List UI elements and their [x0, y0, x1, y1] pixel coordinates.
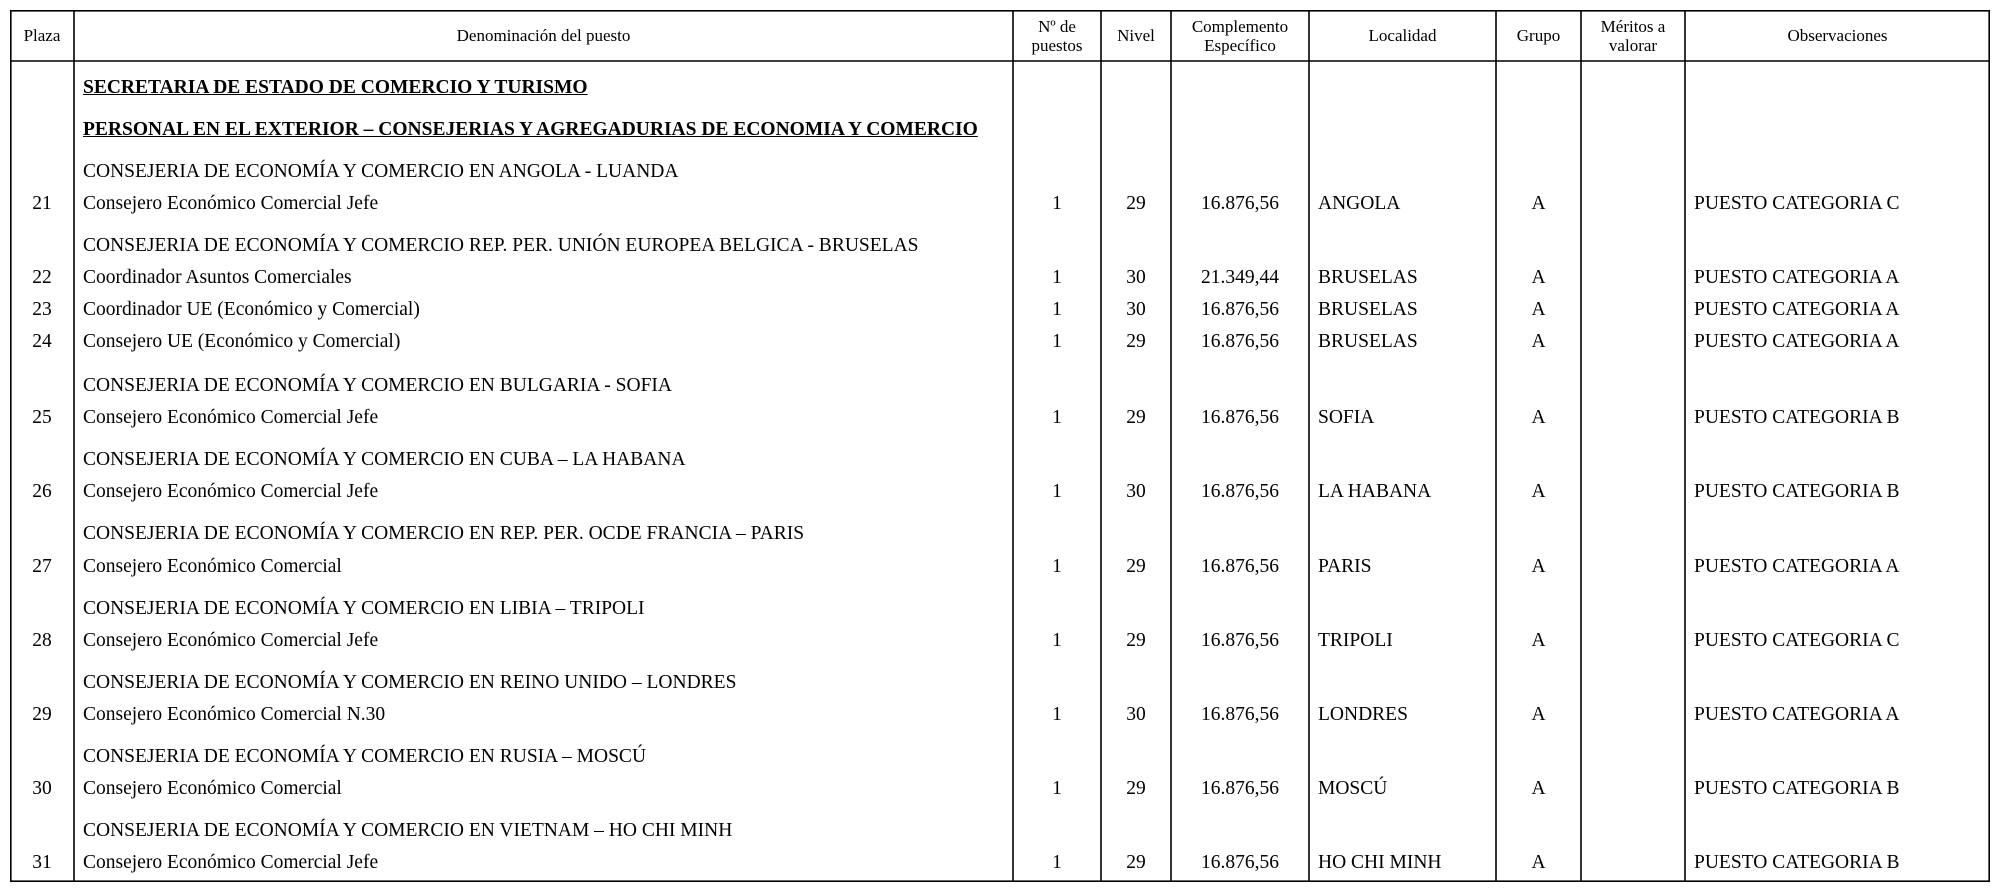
cell-complemento: 16.876,56	[1201, 331, 1279, 352]
unit-heading: CONSEJERIA DE ECONOMÍA Y COMERCIO EN CUBA – LA HABANA	[83, 449, 686, 470]
cell-puestos: 1	[1052, 299, 1062, 320]
cell-puestos: 1	[1052, 331, 1062, 352]
cell-puestos: 1	[1052, 556, 1062, 577]
cell-observaciones: PUESTO CATEGORIA A	[1694, 267, 1900, 288]
cell-denominacion: Consejero Económico Comercial Jefe	[83, 193, 379, 214]
cell-nivel: 29	[1126, 331, 1146, 352]
cell-nivel: 30	[1126, 481, 1146, 502]
cell-grupo: A	[1531, 852, 1546, 873]
cell-observaciones: PUESTO CATEGORIA A	[1694, 556, 1900, 577]
cell-grupo: A	[1531, 331, 1546, 352]
cell-localidad: BRUSELAS	[1318, 299, 1418, 320]
cell-plaza: 22	[32, 267, 52, 288]
cell-grupo: A	[1531, 407, 1546, 428]
section-heading: SECRETARIA DE ESTADO DE COMERCIO Y TURISMO	[83, 77, 588, 98]
cell-denominacion: Coordinador Asuntos Comerciales	[83, 267, 352, 288]
cell-plaza: 27	[32, 556, 52, 577]
cell-plaza: 24	[32, 331, 52, 352]
cell-localidad: ANGOLA	[1318, 193, 1401, 214]
cell-localidad: BRUSELAS	[1318, 331, 1418, 352]
cell-observaciones: PUESTO CATEGORIA B	[1694, 852, 1900, 873]
cell-complemento: 16.876,56	[1201, 630, 1279, 651]
unit-heading: CONSEJERIA DE ECONOMÍA Y COMERCIO REP. PER. UNIÓN EUROPEA BELGICA - BRUSELAS	[83, 235, 919, 256]
cell-nivel: 29	[1126, 407, 1146, 428]
cell-denominacion: Consejero Económico Comercial Jefe	[83, 481, 379, 502]
cell-plaza: 31	[32, 852, 52, 873]
cell-nivel: 30	[1126, 299, 1146, 320]
cell-puestos: 1	[1052, 630, 1062, 651]
unit-heading: CONSEJERIA DE ECONOMÍA Y COMERCIO EN REP. PER. OCDE FRANCIA – PARIS	[83, 523, 805, 544]
cell-plaza: 26	[32, 481, 52, 502]
unit-heading: CONSEJERIA DE ECONOMÍA Y COMERCIO EN ANGOLA - LUANDA	[83, 161, 679, 182]
cell-complemento: 16.876,56	[1201, 556, 1279, 577]
cell-observaciones: PUESTO CATEGORIA A	[1694, 704, 1900, 725]
cell-observaciones: PUESTO CATEGORIA A	[1694, 331, 1900, 352]
cell-nivel: 29	[1126, 852, 1146, 873]
unit-heading: CONSEJERIA DE ECONOMÍA Y COMERCIO EN REINO UNIDO – LONDRES	[83, 672, 737, 693]
cell-puestos: 1	[1052, 407, 1062, 428]
cell-observaciones: PUESTO CATEGORIA C	[1694, 630, 1900, 651]
cell-plaza: 25	[32, 407, 52, 428]
cell-localidad: BRUSELAS	[1318, 267, 1418, 288]
cell-localidad: TRIPOLI	[1318, 630, 1393, 651]
section-heading: PERSONAL EN EL EXTERIOR – CONSEJERIAS Y AGREGADURIAS DE ECONOMIA Y COMERCIO	[83, 119, 978, 140]
header-grupo: Grupo	[1516, 26, 1561, 45]
cell-complemento: 16.876,56	[1201, 299, 1279, 320]
header-complemento: Complemento Específico	[1191, 16, 1289, 55]
cell-localidad: SOFIA	[1318, 407, 1375, 428]
cell-puestos: 1	[1052, 481, 1062, 502]
cell-grupo: A	[1531, 299, 1546, 320]
cell-puestos: 1	[1052, 193, 1062, 214]
cell-puestos: 1	[1052, 852, 1062, 873]
unit-heading: CONSEJERIA DE ECONOMÍA Y COMERCIO EN BULGARIA - SOFIA	[83, 375, 672, 396]
cell-denominacion: Consejero Económico Comercial Jefe	[83, 630, 379, 651]
unit-heading: CONSEJERIA DE ECONOMÍA Y COMERCIO EN RUSIA – MOSCÚ	[83, 746, 647, 767]
cell-puestos: 1	[1052, 778, 1062, 799]
unit-heading: CONSEJERIA DE ECONOMÍA Y COMERCIO EN VIETNAM – HO CHI MINH	[83, 820, 733, 841]
cell-plaza: 23	[32, 299, 52, 320]
header-denominacion: Denominación del puesto	[456, 26, 631, 45]
cell-observaciones: PUESTO CATEGORIA A	[1694, 299, 1900, 320]
cell-grupo: A	[1531, 556, 1546, 577]
cell-observaciones: PUESTO CATEGORIA B	[1694, 407, 1900, 428]
cell-grupo: A	[1531, 267, 1546, 288]
cell-denominacion: Coordinador UE (Económico y Comercial)	[83, 299, 420, 320]
cell-observaciones: PUESTO CATEGORIA C	[1694, 193, 1900, 214]
cell-grupo: A	[1531, 630, 1546, 651]
cell-complemento: 21.349,44	[1201, 267, 1279, 288]
cell-grupo: A	[1531, 481, 1546, 502]
cell-puestos: 1	[1052, 704, 1062, 725]
cell-nivel: 29	[1126, 193, 1146, 214]
header-observaciones: Observaciones	[1787, 26, 1888, 45]
cell-grupo: A	[1531, 778, 1546, 799]
cell-nivel: 30	[1126, 267, 1146, 288]
cell-plaza: 30	[32, 778, 52, 799]
cell-puestos: 1	[1052, 267, 1062, 288]
cell-complemento: 16.876,56	[1201, 481, 1279, 502]
cell-nivel: 29	[1126, 556, 1146, 577]
cell-denominacion: Consejero Económico Comercial Jefe	[83, 852, 379, 873]
cell-observaciones: PUESTO CATEGORIA B	[1694, 778, 1900, 799]
cell-complemento: 16.876,56	[1201, 778, 1279, 799]
cell-denominacion: Consejero Económico Comercial	[83, 778, 342, 799]
unit-heading: CONSEJERIA DE ECONOMÍA Y COMERCIO EN LIBIA – TRIPOLI	[83, 598, 645, 619]
cell-nivel: 29	[1126, 778, 1146, 799]
cell-observaciones: PUESTO CATEGORIA B	[1694, 481, 1900, 502]
header-localidad: Localidad	[1368, 26, 1437, 45]
cell-complemento: 16.876,56	[1201, 704, 1279, 725]
cell-plaza: 28	[32, 630, 52, 651]
cell-denominacion: Consejero UE (Económico y Comercial)	[83, 331, 401, 352]
cell-complemento: 16.876,56	[1201, 852, 1279, 873]
positions-table	[10, 10, 1990, 882]
cell-complemento: 16.876,56	[1201, 193, 1279, 214]
header-plaza: Plaza	[23, 26, 61, 45]
header-nivel: Nivel	[1117, 26, 1155, 45]
cell-localidad: PARIS	[1318, 556, 1372, 577]
cell-denominacion: Consejero Económico Comercial	[83, 556, 342, 577]
header-puestos: Nº de puestos	[1031, 16, 1083, 55]
cell-plaza: 21	[32, 193, 52, 214]
cell-complemento: 16.876,56	[1201, 407, 1279, 428]
cell-nivel: 30	[1126, 704, 1146, 725]
cell-grupo: A	[1531, 193, 1546, 214]
cell-plaza: 29	[32, 704, 52, 725]
cell-localidad: MOSCÚ	[1318, 778, 1388, 799]
cell-grupo: A	[1531, 704, 1546, 725]
cell-localidad: LA HABANA	[1318, 481, 1432, 502]
cell-denominacion: Consejero Económico Comercial N.30	[83, 704, 386, 725]
cell-nivel: 29	[1126, 630, 1146, 651]
cell-localidad: LONDRES	[1318, 704, 1408, 725]
header-meritos: Méritos a valorar	[1600, 16, 1666, 55]
cell-localidad: HO CHI MINH	[1318, 852, 1442, 873]
cell-denominacion: Consejero Económico Comercial Jefe	[83, 407, 379, 428]
